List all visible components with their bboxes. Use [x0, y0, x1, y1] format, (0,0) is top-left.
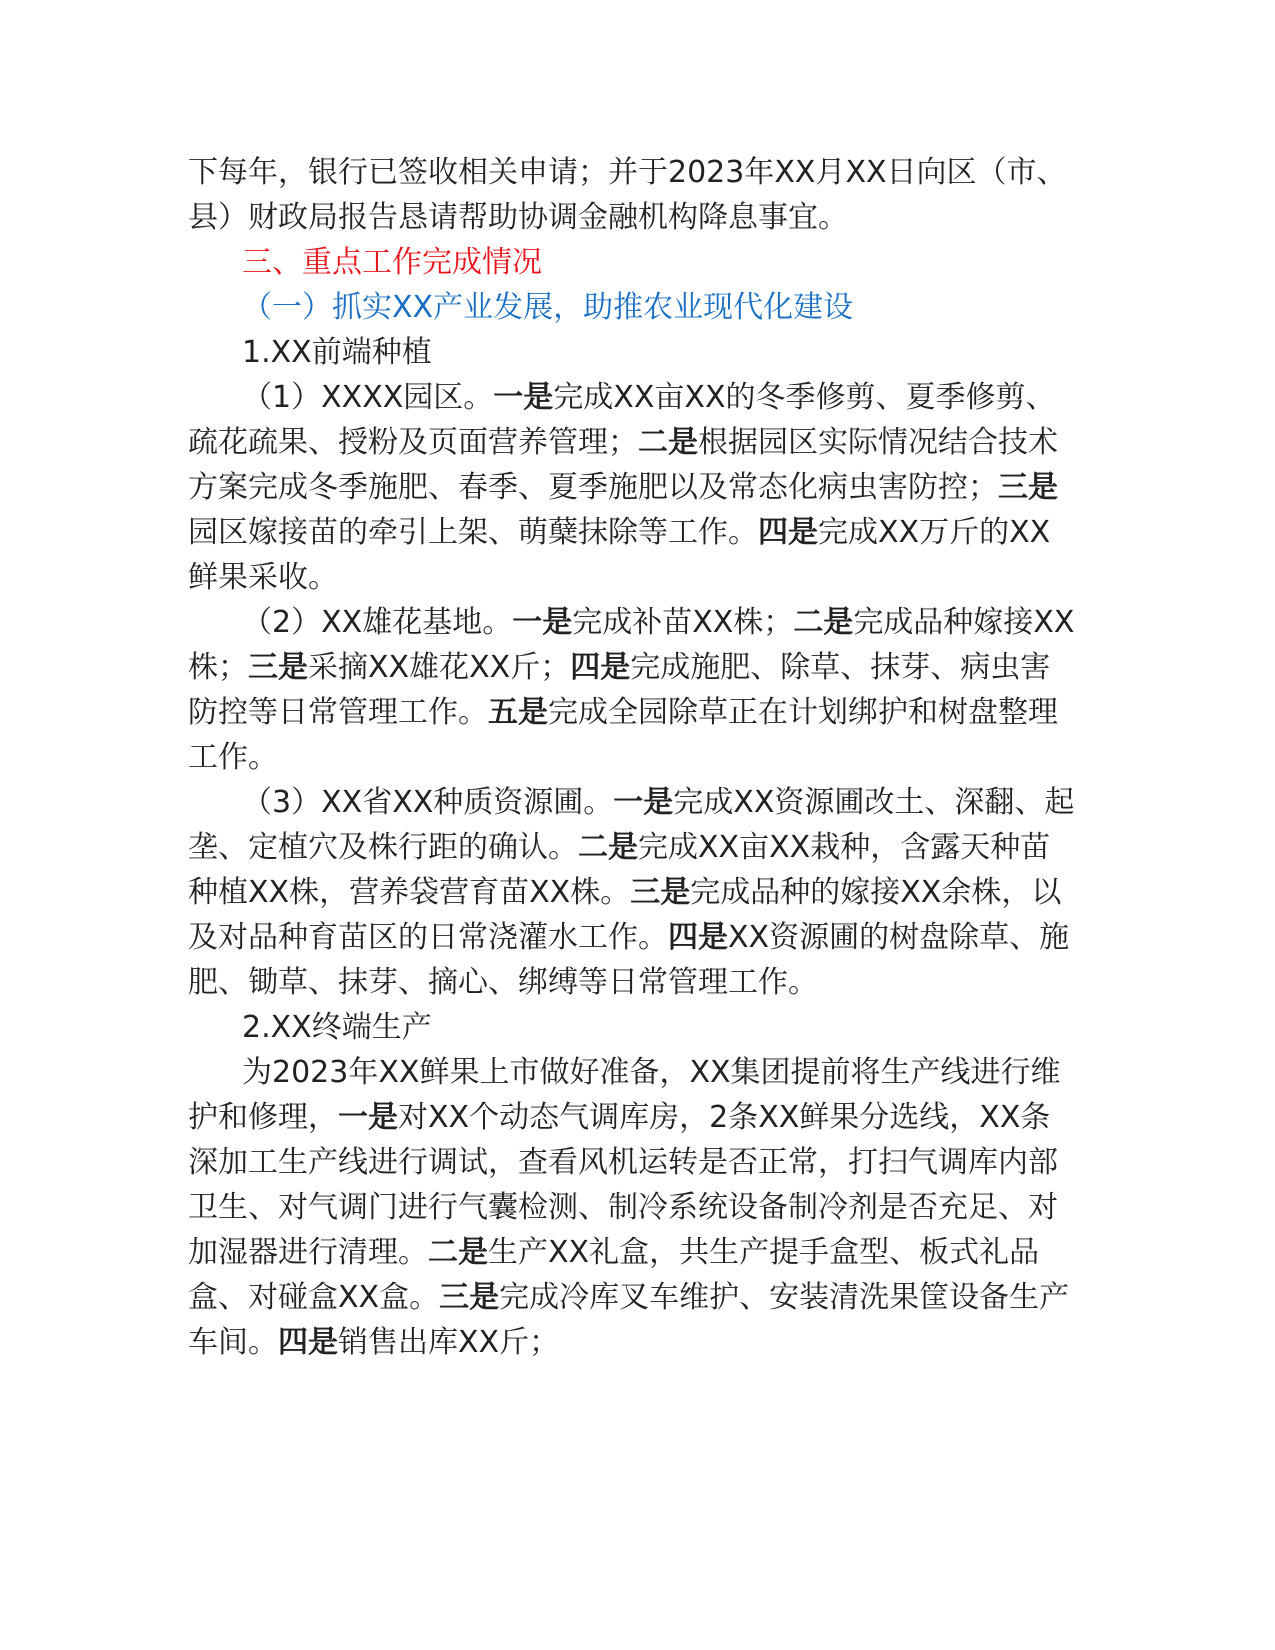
paragraph-text: 完成冷库叉车维护、安装清洗果筐设备生产车间。 — [188, 1280, 1070, 1360]
ordinal-marker: 二是 — [793, 605, 854, 640]
ordinal-marker: 三是 — [998, 470, 1058, 505]
paragraph-text: 完成XX亩XX的冬季修剪、夏季修剪、疏花疏果、授粉及页面营养管理； — [188, 380, 1056, 460]
ordinal-marker: 三是 — [630, 875, 691, 910]
item-heading-planting: 1.XX前端种植 — [242, 335, 432, 370]
ordinal-marker: 一是 — [493, 380, 554, 415]
ordinal-marker: 一是 — [613, 785, 674, 820]
ordinal-marker: 四是 — [668, 920, 728, 955]
ordinal-marker: 五是 — [488, 695, 548, 730]
paragraph-text: 完成施肥、除草、抹芽、病虫害防控等日常管理工作。 — [188, 650, 1051, 730]
subsection-heading: （一）抓实XX产业发展，助推农业现代化建设 — [242, 290, 854, 325]
ordinal-marker: 一是 — [338, 1100, 398, 1135]
paragraph-text: 采摘XX雄花XX斤； — [308, 650, 571, 685]
ordinal-marker: 四是 — [278, 1325, 338, 1360]
paragraph-text: 完成品种的嫁接XX余株，以及对品种育苗区的日常浇灌水工作。 — [188, 875, 1062, 955]
paragraph-text: 完成补苗XX株； — [572, 605, 794, 640]
paragraph-text: 完成XX万斤的XX鲜果采收。 — [188, 515, 1051, 595]
paragraph-text: 销售出库XX斤； — [338, 1325, 560, 1360]
paragraph-text: 完成品种嫁接XX株； — [188, 605, 1075, 685]
paragraph-text: 完成全园除草正在计划绑护和树盘整理工作。 — [188, 695, 1058, 775]
section-heading: 三、重点工作完成情况 — [242, 245, 542, 280]
paragraph-text: 对XX个动态气调库房，2条XX鲜果分选线，XX条深加工生产线进行调试，查看风机运转是否正常，打扫气调库内部卫生、对气调门进行气囊检测、制冷系统设备制冷剂是否充足、对加湿器进行清理。 — [188, 1100, 1058, 1270]
paragraph-male-flower-base — [188, 600, 1075, 780]
paragraph-germplasm-nursery — [188, 780, 1075, 1005]
ordinal-marker: 一是 — [512, 605, 573, 640]
paragraph-park — [188, 375, 1075, 600]
ordinal-marker: 三是 — [248, 650, 308, 685]
ordinal-marker: 二是 — [638, 425, 698, 460]
paragraph-text: 园区嫁接苗的牵引上架、萌蘖抹除等工作。 — [188, 515, 758, 550]
paragraph-text: XX资源圃的树盘除草、施肥、锄草、抹芽、摘心、绑缚等日常管理工作。 — [188, 920, 1070, 1000]
ordinal-marker: 四是 — [570, 650, 631, 685]
ordinal-marker: 二是 — [578, 830, 638, 865]
paragraph-text: 根据园区实际情况结合技术方案完成冬季施肥、春季、夏季施肥以及常态化病虫害防控； — [188, 425, 1058, 505]
item-heading-production: 2.XX终端生产 — [242, 1010, 432, 1045]
paragraph-text: 生产XX礼盒，共生产提手盒型、板式礼品盒、对碰盒XX盒。 — [188, 1235, 1040, 1315]
ordinal-marker: 二是 — [428, 1235, 488, 1270]
paragraph-lead: （2）XX雄花基地。 — [242, 605, 513, 640]
paragraph-text: 完成XX亩XX栽种，含露天种苗种植XX株，营养袋营育苗XX株。 — [188, 830, 1051, 910]
paragraph-lead: （1）XXXX园区。 — [242, 380, 494, 415]
paragraph-production — [188, 1050, 1075, 1365]
paragraph-lead: （3）XX省XX种质资源圃。 — [242, 785, 614, 820]
intro-paragraph: 下每年，银行已签收相关申请；并于2023年XX月XX日向区（市、县）财政局报告恳请帮助协调金融机构降息事宜。 — [188, 155, 1067, 235]
paragraph-text: 为2023年XX鲜果上市做好准备，XX集团提前将生产线进行维护和修理， — [188, 1055, 1061, 1135]
ordinal-marker: 三是 — [439, 1280, 500, 1315]
paragraph-text: 完成XX资源圃改土、深翻、起垄、定植穴及株行距的确认。 — [188, 785, 1075, 865]
ordinal-marker: 四是 — [758, 515, 818, 550]
